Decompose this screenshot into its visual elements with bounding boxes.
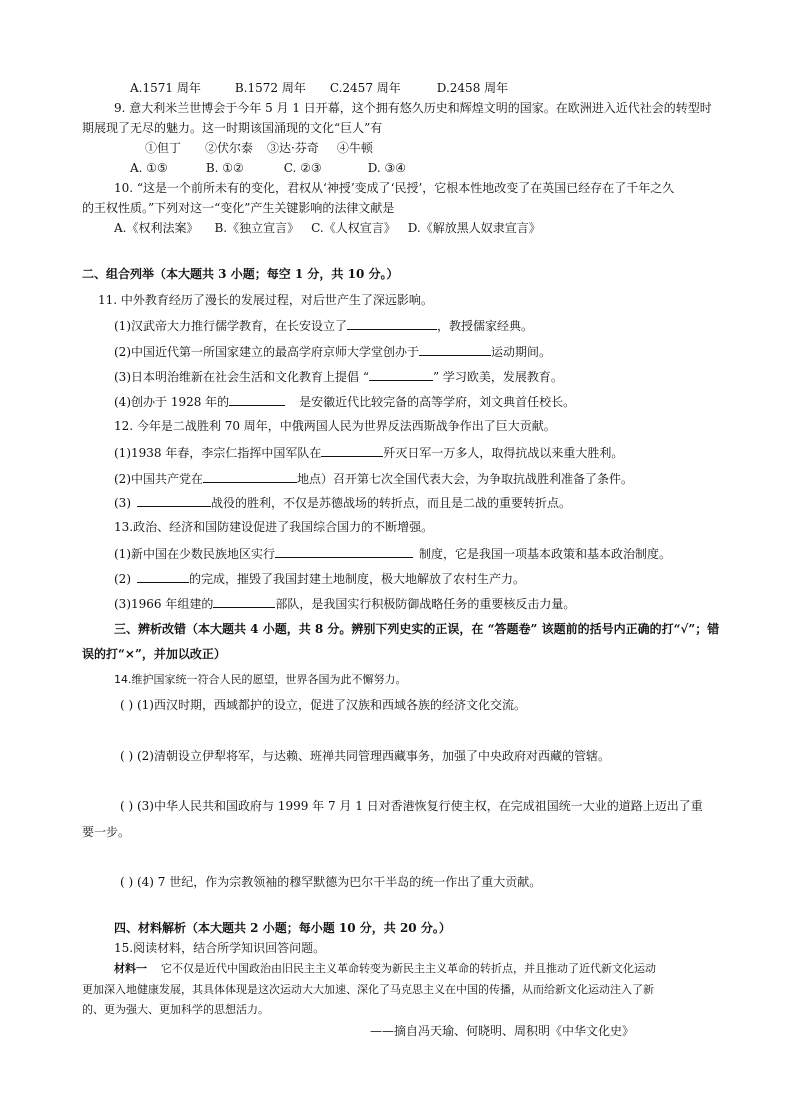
q11-part3: (3)日本明治维新在社会生活和文化教育上提倡 “ ” 学习欧美，发展教育。	[114, 370, 563, 384]
q9-option-a: A. ①⑤	[130, 161, 168, 175]
q13-part3: (3)1966 年组建的 部队，是我国实行积极防御战略任务的重要核反击力量。	[114, 597, 576, 611]
section-4-title: 四、材料解析（本大题共 2 小题；每小题 10 分，共 20 分。）	[114, 921, 451, 935]
section-3-title-line2: 误的打“×”，并加以改正）	[82, 647, 226, 661]
q12-stem: 12. 今年是二战胜利 70 周年，中俄两国人民为世界反法西斯战争作出了巨大贡献。	[114, 419, 556, 433]
q8-option-a: A.1571 周年	[130, 81, 201, 95]
q10-option-b: B.《独立宣言》	[214, 221, 300, 235]
q10-stem-line1: 10. “这是一个前所未有的变化，君权从‘神授’变成了‘民授’，它根本性地改变了在英国已经存在了千年之久	[114, 181, 675, 195]
material-1-line2: 更加深入地健康发展，其具体体现是这次运动大大加速、深化了马克思主义在中国的传播，从而给新文化运动注入了新	[82, 983, 654, 996]
q10-option-a: A.《权利法案》	[114, 221, 199, 235]
q11-blank-1[interactable]	[347, 317, 437, 330]
q14-statement-1: ( ) (1)西汉时期，西域都护的设立，促进了汉族和西域各族的经济文化交流。	[120, 698, 526, 712]
q9-item-1: ①但丁	[145, 141, 182, 155]
q13-stem: 13.政治、经济和国防建设促进了我国综合国力的不断增强。	[114, 520, 434, 534]
q8-option-c: C.2457 周年	[329, 81, 401, 95]
material-1-line3: 的、更为强大、更加科学的思想活力。	[82, 1003, 269, 1016]
q12-blank-1[interactable]	[321, 444, 383, 457]
q12-part2: (2)中国共产党在 地点）召开第七次全国代表大会，为争取抗战胜利准备了条件。	[114, 472, 634, 486]
q13-blank-2[interactable]	[137, 570, 189, 583]
q14-statement-2: ( ) (2)清朝设立伊犁将军，与达赖、班禅共同管理西藏事务，加强了中央政府对西藏的管辖。	[120, 749, 610, 763]
q14-statement-3-line2: 要一步。	[82, 825, 131, 839]
material-1-line1: 材料一 它不仅是近代中国政治由旧民主主义革命转变为新民主主义革命的转折点，并且推动了近代新文化运动	[114, 962, 656, 975]
q9-option-d: D. ③④	[367, 161, 407, 175]
q9-options	[130, 160, 406, 176]
q11-part1: (1)汉武帝大力推行儒学教育，在长安设立了 ，教授儒家经典。	[114, 319, 534, 333]
q11-part2: (2)中国近代第一所国家建立的最高学府京师大学堂创办于 运动期间。	[114, 345, 552, 359]
material-1-source: ——摘自冯天瑜、何晓明、周积明《中华文化史》	[370, 1024, 635, 1038]
q9-items	[145, 140, 373, 156]
q11-blank-2[interactable]	[419, 343, 491, 356]
q11-part4: (4)创办于 1928 年的 是安徽近代比较完备的高等学府，刘文典首任校长。	[114, 395, 576, 409]
q13-blank-1[interactable]	[275, 545, 413, 558]
section-3-title-line1: 三、辨析改错（本大题共 4 小题，共 8 分。辨别下列史实的正误，在 “答题卷” 该题前的括号内正确的打“√”；错	[114, 622, 720, 636]
q13-part2: (2) 的完成，摧毁了我国封建土地制度，极大地解放了农村生产力。	[114, 572, 526, 586]
q9-stem-line2: 期展现了无尽的魅力。这一时期该国涌现的文化“巨人”有	[82, 121, 383, 135]
q8-option-d: D.2458 周年	[436, 81, 509, 95]
q15-stem: 15.阅读材料，结合所学知识回答问题。	[114, 941, 326, 955]
q11-stem: 11. 中外教育经历了漫长的发展过程，对后世产生了深远影响。	[98, 293, 433, 307]
q11-blank-4[interactable]	[229, 393, 285, 406]
q14-stem: 14.维护国家统一符合人民的愿望，世界各国为此不懈努力。	[114, 673, 407, 686]
q12-part1: (1)1938 年春，李宗仁指挥中国军队在 歼灭日军一万多人，取得抗战以来重大胜利。	[114, 446, 624, 460]
q9-item-2: ②伏尔泰	[205, 141, 254, 155]
q12-part3: (3) 战役的胜利，不仅是苏德战场的转折点，而且是二战的重要转折点。	[114, 496, 572, 510]
q13-blank-3[interactable]	[213, 595, 275, 608]
q9-option-b: B. ①②	[205, 161, 244, 175]
q9-stem-line1: 9. 意大利米兰世博会于今年 5 月 1 日开幕，这个拥有悠久历史和辉煌文明的国家。在欧洲进入近代社会的转型时	[114, 101, 712, 115]
material-1-label: 材料一	[114, 962, 147, 975]
q10-option-c: C.《人权宣言》	[311, 221, 396, 235]
q8-options	[130, 80, 508, 96]
q13-part1: (1)新中国在少数民族地区实行 制度，它是我国一项基本政策和基本政治制度。	[114, 547, 672, 561]
q14-statement-3-line1: ( ) (3)中华人民共和国政府与 1999 年 7 月 1 日对香港恢复行使主权，在完成祖国统一大业的道路上迈出了重	[120, 799, 703, 813]
q12-blank-2[interactable]	[203, 470, 297, 483]
section-2-title: 二、组合列举（本大题共 3 小题；每空 1 分，共 10 分。）	[82, 267, 399, 281]
q14-statement-4: ( ) (4) 7 世纪，作为宗教领袖的穆罕默德为巴尔干半岛的统一作出了重大贡献。	[120, 875, 542, 889]
q10-option-d: D.《解放黑人奴隶宣言》	[407, 221, 541, 235]
q10-stem-line2: 的王权性质。”下列对这一“变化”产生关键影响的法律文献是	[82, 201, 395, 215]
q9-item-3: ③达·芬奇	[267, 141, 319, 155]
q9-item-4: ④牛顿	[336, 141, 373, 155]
q9-option-c: C. ②③	[283, 161, 322, 175]
q11-blank-3[interactable]	[369, 368, 433, 381]
q8-option-b: B.1572 周年	[234, 81, 306, 95]
q12-blank-3[interactable]	[137, 494, 211, 507]
q10-options	[114, 220, 541, 236]
